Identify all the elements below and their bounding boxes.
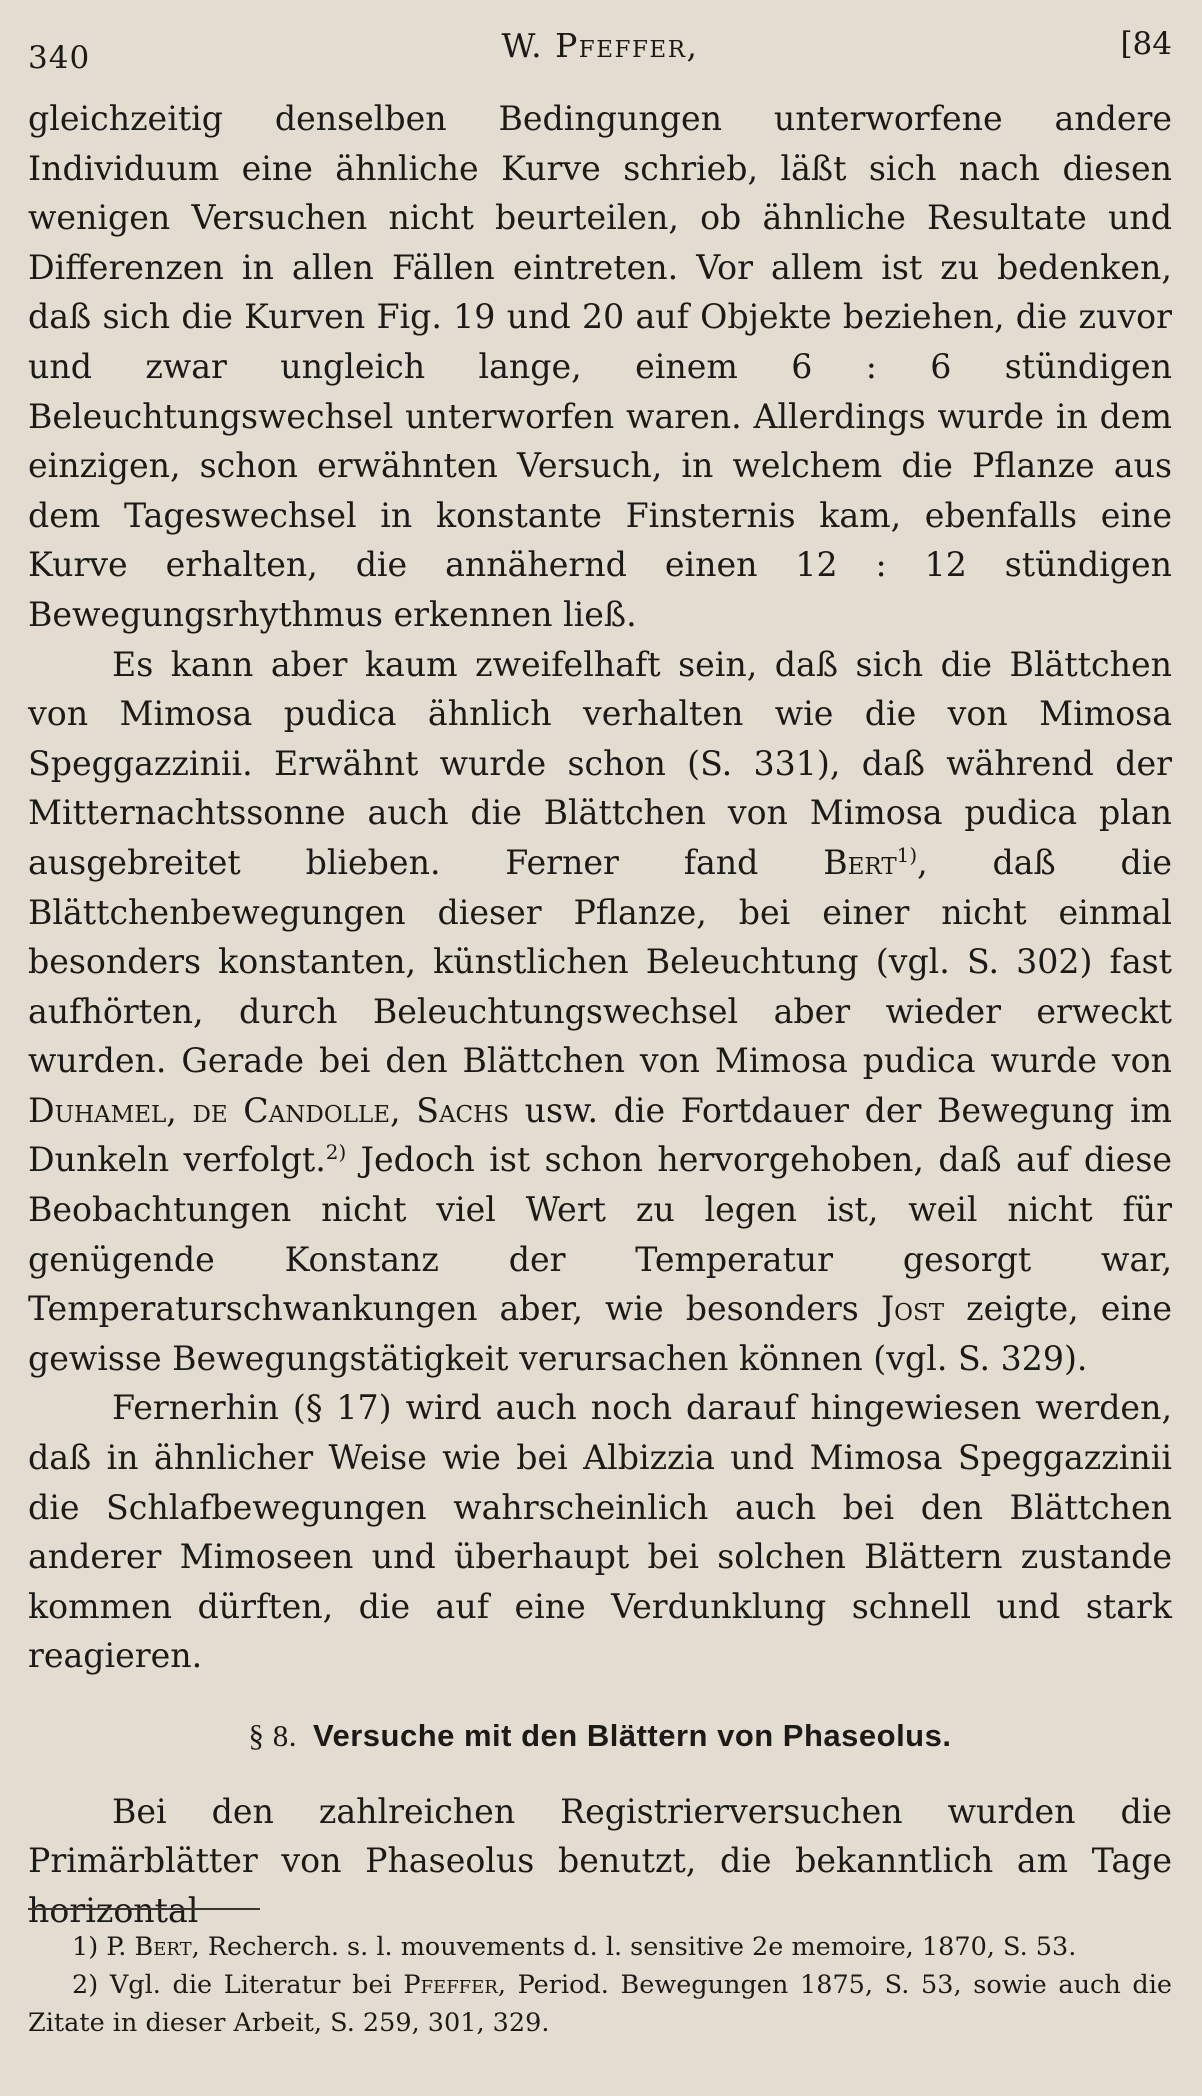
page-number: 340	[28, 40, 91, 76]
footnote-divider	[28, 1908, 260, 1910]
author-bert: Bert	[823, 842, 897, 882]
footnote-2-marker: 2)	[72, 1970, 99, 2000]
author-de-candolle: de Candolle	[192, 1090, 391, 1130]
footnote-ref-1: 1)	[896, 843, 918, 867]
author-jost: Jost	[880, 1289, 945, 1329]
body-text	[28, 94, 1172, 1935]
author-sachs: Sachs	[416, 1090, 509, 1130]
footnote-1-text: , Recherch. s. l. mouvements d. l. sensitive 2e memoire, 1870, S. 53.	[191, 1932, 1077, 1962]
paragraph-2-comma-1: ,	[166, 1090, 193, 1130]
section-number: § 8.	[248, 1718, 298, 1753]
footnote-2-pre: Vgl. die Literatur bei	[109, 1970, 404, 2000]
footnotes	[28, 1928, 1172, 2042]
original-page-marker: [84	[1120, 26, 1172, 62]
footnote-2-text: , Period. Bewegungen 1875, S. 53, sowie auch die Zitate in dieser Arbeit, S. 259, 301, 329.	[28, 1970, 1173, 2038]
footnote-1	[28, 1928, 1172, 1966]
footnote-ref-2: 2)	[325, 1141, 347, 1165]
paragraph-2-part-b: , daß die Blättchenbewegungen dieser Pflanze, bei einer nicht einmal besonders konstanten, künstlichen Beleuchtung (vgl. S. 302) fast aufhörten, durch Beleuchtungswechsel aber wieder erweckt wurden. Gerade bei den Blättchen von Mimosa pudica wurde von	[28, 842, 1172, 1081]
paragraph-2	[28, 640, 1172, 1384]
footnote-2	[28, 1966, 1172, 2042]
footnote-2-author: Pfeffer	[403, 1970, 498, 2000]
page-header	[28, 26, 1172, 82]
paragraph-3: Fernerhin (§ 17) wird auch noch darauf hingewiesen werden, daß in ähnlicher Weise wie bei Albizzia und Mimosa Speggazzinii die Schlafbewegungen wahrscheinlich auch bei den Blättchen anderer Mimoseen und überhaupt bei solchen Blättern zustande kommen dürften, die auf eine Verdunklung schnell und stark reagieren.	[28, 1388, 1172, 1676]
running-title: W. Pfeffer,	[501, 26, 699, 65]
paragraph-2-part-c: usw. die Fortdauer der Bewegung im Dunkeln verfolgt.	[28, 1090, 1172, 1180]
section-heading	[28, 1711, 1172, 1761]
footnote-1-author: P. Bert	[106, 1932, 192, 1962]
section-title: Versuche mit den Blättern von Phaseolus.	[313, 1718, 952, 1753]
paragraph-2-part-d: Jedoch ist schon hervorgehoben, daß auf diese Beobachtungen nicht viel Wert zu legen ist, weil nicht für genügende Konstanz der Temperatur gesorgt war, Temperaturschwankungen aber, wie besonders	[28, 1140, 1172, 1329]
footnote-1-marker: 1)	[72, 1932, 99, 1962]
paragraph-1: gleichzeitig denselben Bedingungen unterworfene andere Individuum eine ähnliche Kurve schrieb, läßt sich nach diesen wenigen Versuchen nicht beurteilen, ob ähnliche Resultate und Differenzen in allen Fällen eintreten. Vor allem ist zu bedenken, daß sich die Kurven Fig. 19 und 20 auf Objekte beziehen, die zuvor und zwar ungleich lange, einem 6 : 6 stündigen Beleuchtungswechsel unterworfen waren. Allerdings wurde in dem einzigen, schon erwähnten Versuch, in welchem die Pflanze aus dem Tageswechsel in konstante Finsternis kam, ebenfalls eine Kurve erhalten, die annähernd einen 12 : 12 stündigen Bewegungsrhythmus erkennen ließ.	[28, 99, 1172, 634]
paragraph-2-comma-2: ,	[390, 1090, 417, 1130]
paragraph-2-part-a: Es kann aber kaum zweifelhaft sein, daß sich die Blättchen von Mimosa pudica ähnlich verhalten wie die von Mimosa Speggazzinii. Erwähnt wurde schon (S. 331), daß während der Mitternachtssonne auch die Blättchen von Mimosa pudica plan ausgebreitet blieben. Ferner fand	[28, 644, 1172, 882]
author-duhamel: Duhamel	[28, 1090, 167, 1130]
paragraph-4: Bei den zahlreichen Registrierversuchen wurden die Primärblätter von Phaseolus benutzt, die bekanntlich am Tage horizontal	[28, 1791, 1172, 1930]
paragraph-2-part-e: zeigte, eine gewisse Bewegungstätigkeit verursachen können (vgl. S. 329).	[28, 1289, 1172, 1378]
